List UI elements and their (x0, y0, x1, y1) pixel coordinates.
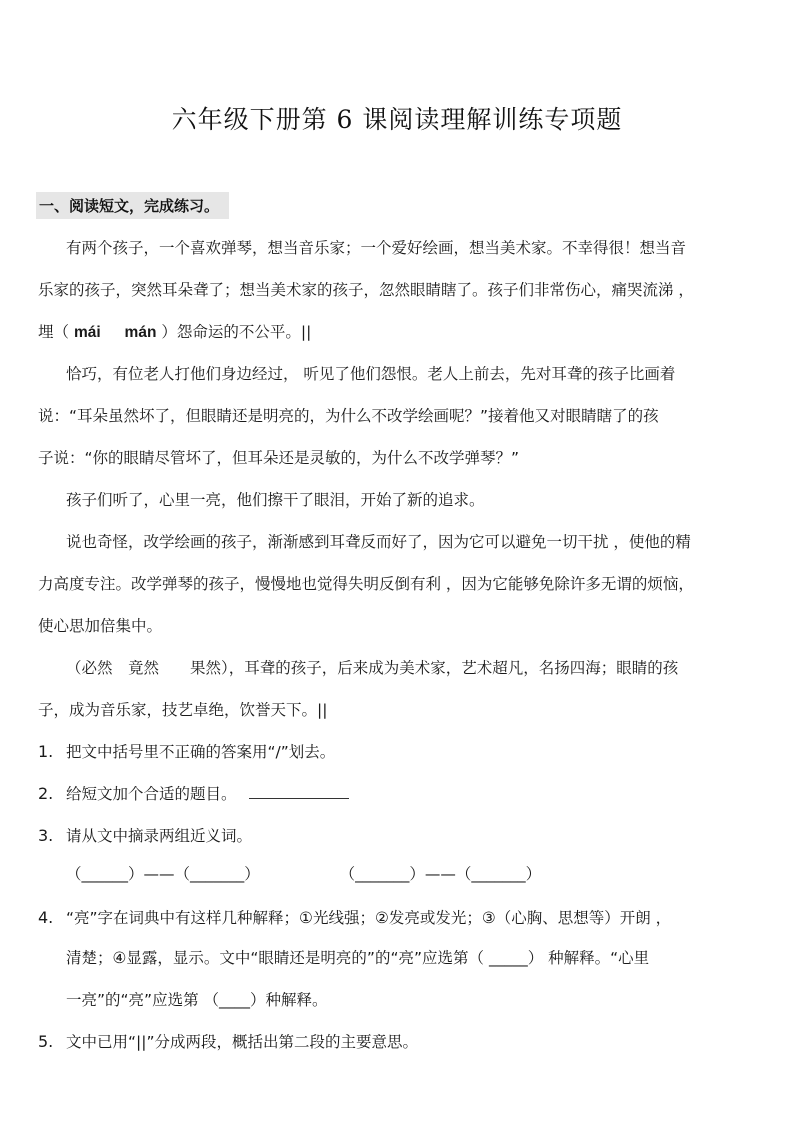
question-4-line: 清楚；④显露，显示。文中“眼睛还是明亮的”的“亮”应选第（ _____） 种解释。“心里 (66, 949, 650, 967)
passage-line: 子说：“你的眼睛尽管坏了，但耳朵还是灵敏的，为什么不改学弹琴？” (38, 449, 520, 467)
synonym-pair-1[interactable]: （______）——（_______） (66, 865, 260, 883)
question-text: 把文中括号里不正确的答案用“/”划去。 (66, 743, 336, 761)
passage-line: 乐家的孩子，突然耳朵聋了；想当美术家的孩子，忽然眼睛瞎了。孩子们非常伤心，痛哭流涕 ， (38, 281, 694, 299)
question-number: 5. (38, 1032, 54, 1051)
question-text: 文中已用“||”分成两段，概括出第二段的主要意思。 (66, 1033, 419, 1051)
question-5 (38, 1030, 766, 1052)
passage-line: （必然 竟然 果然），耳聋的孩子，后来成为美术家，艺术超凡，名扬四海；眼睛的孩 (66, 659, 679, 677)
passage-line: 使心思加倍集中。 (38, 617, 163, 635)
question-number: 4. (38, 908, 54, 927)
passage-line (38, 320, 766, 342)
passage-line: 说：“耳朵虽然坏了，但眼睛还是明亮的，为什么不改学绘画呢？”接着他又对眼睛瞎了的孩 (38, 407, 659, 425)
passage-line: 孩子们听了，心里一亮，他们擦干了眼泪，开始了新的追求。 (66, 491, 485, 509)
passage-text: ）怨命运的不公平。|| (161, 323, 312, 341)
question-text: 请从文中摘录两组近义词。 (66, 827, 253, 845)
answer-blank[interactable] (249, 784, 349, 799)
section-heading: 一、阅读短文，完成练习。 (36, 192, 229, 219)
question-number: 2. (38, 784, 54, 803)
passage-line: 说也奇怪，改学绘画的孩子，渐渐感到耳聋反而好了，因为它可以避免一切干扰 ，使他的精 (66, 533, 691, 551)
page-title: 六年级下册第 6 课阅读理解训练专项题 (171, 105, 623, 134)
synonym-pair-2[interactable]: （_______）——（_______） (339, 865, 542, 883)
passage-line: 子，成为音乐家，技艺卓绝，饮誉天下。|| (38, 701, 328, 719)
question-2 (38, 782, 766, 804)
passage-line: 有两个孩子，一个喜欢弹琴，想当音乐家；一个爱好绘画，想当美术家。不幸得很！想当音 (66, 239, 687, 257)
synonym-pairs (66, 862, 794, 884)
question-text: 给短文加个合适的题目。 (66, 785, 237, 803)
passage-text: 埋（ (38, 323, 70, 341)
question-3 (38, 824, 766, 846)
question-1 (38, 740, 766, 762)
passage-line: 力高度专注。改学弹琴的孩子，慢慢地也觉得失明反倒有利 ，因为它能够免除许多无谓的烦恼， (38, 575, 694, 593)
passage-line: 恰巧，有位老人打他们身边经过， 听见了他们怨恨。老人上前去，先对耳聋的孩子比画着 (66, 365, 676, 383)
pinyin-option: mái (73, 324, 101, 341)
pinyin-option: mán (124, 324, 157, 341)
question-4-line: 一亮”的“亮”应选第 （____）种解释。 (66, 991, 328, 1009)
question-number: 1. (38, 742, 54, 761)
question-text: “亮”字在词典中有这样几种解释；①光线强；②发亮或发光；③（心胸、思想等）开朗 ， (66, 909, 672, 927)
question-number: 3. (38, 826, 54, 845)
question-4 (38, 906, 766, 928)
